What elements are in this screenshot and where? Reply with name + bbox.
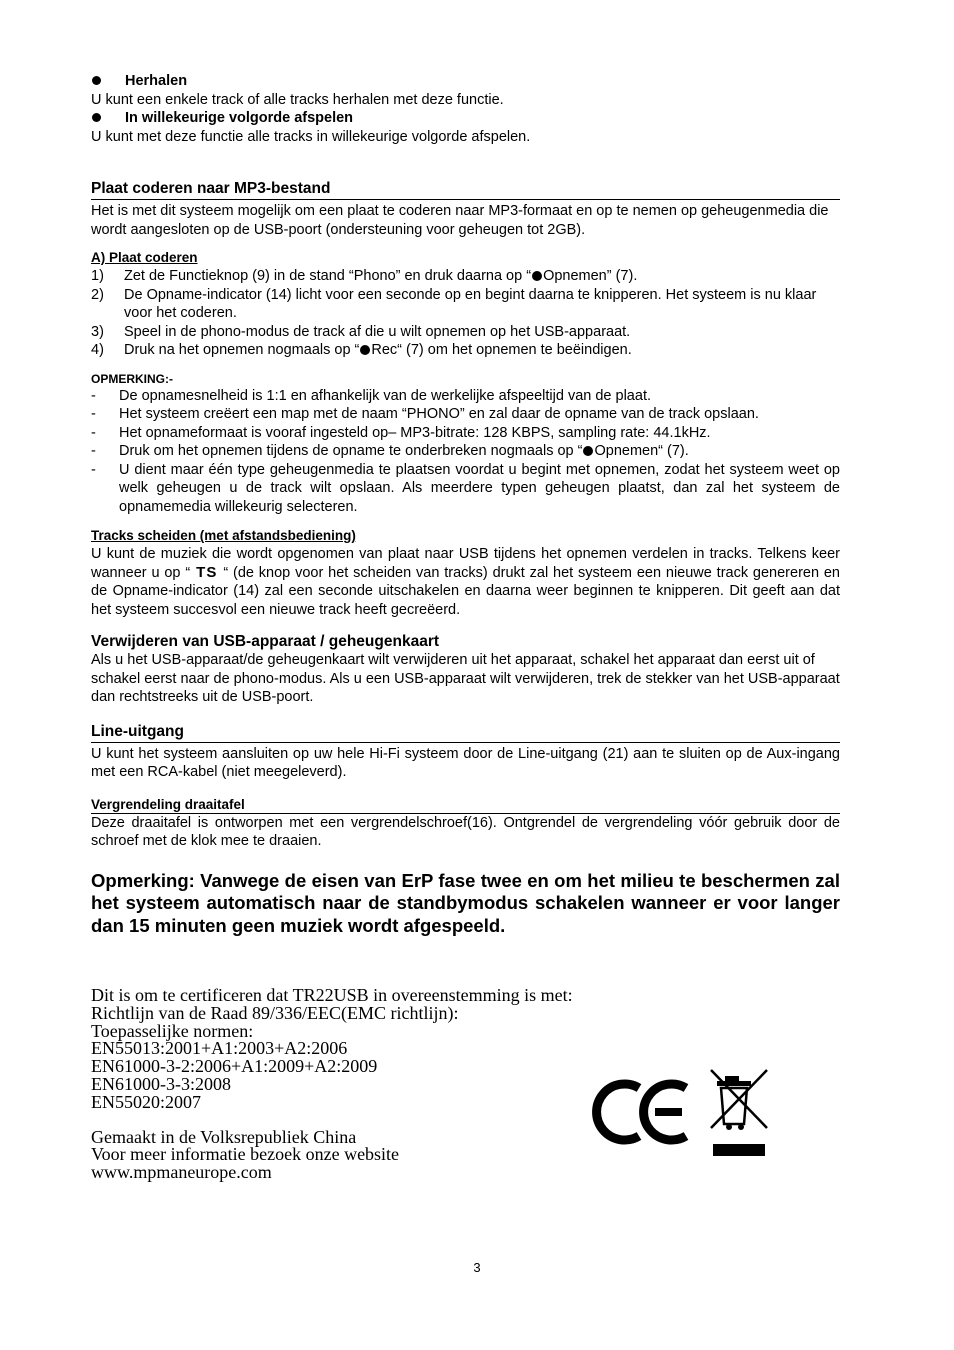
encode-steps: [91, 267, 840, 360]
cert-line: Dit is om te certificeren dat TR22USB in overeenstemming is met:: [91, 985, 573, 1005]
repeat-text: U kunt een enkele track of alle tracks herhalen met deze functie.: [91, 91, 504, 108]
note-item: [91, 424, 840, 443]
dash-marker: -: [91, 461, 96, 478]
repeat-heading: [91, 72, 840, 91]
note-text: De opnamesnelheid is 1:1 en afhankelijk van de werkelijke afspeeltijd van de plaat.: [119, 387, 651, 404]
page-number: 3: [473, 1260, 481, 1275]
note-text: U dient maar één type geheugenmedia te plaatsen voordat u begint met opnemen, zodat het systeem weet op welk geheugen u de track wilt opslaan. Als meerdere typen geheugen plaatst, dan zal het systeem de opnamemedia willekeurig selecteren.: [119, 461, 840, 515]
dash-marker: -: [91, 424, 96, 441]
track-split-button-icon: TS: [196, 563, 218, 581]
cert-line: EN61000-3-2:2006+A1:2009+A2:2009: [91, 1056, 378, 1077]
encode-notes: [91, 387, 840, 517]
shuffle-text: U kunt met deze functie alle tracks in willekeurige volgorde afspelen.: [91, 128, 531, 145]
note-item: [91, 387, 840, 406]
step-item: [91, 286, 840, 323]
shuffle-title: In willekeurige volgorde afspelen: [125, 110, 354, 126]
encode-heading: Plaat coderen naar MP3-bestand: [91, 179, 840, 200]
step-item: [91, 267, 840, 286]
usb-remove-text: Als u het USB-apparaat/de geheugenkaart wilt verwijderen uit het apparaat, schakel het apparaat dan eerst uit of schakel eerst naar de phono-modus. Als u een USB-apparaat wilt verwijderen, trek de stekker van het USB-apparaat dan rechtstreeks uit de USB-poort.: [91, 652, 840, 705]
repeat-title: Herhalen: [125, 73, 188, 89]
step-text: Speel in de phono-modus de track af die u wilt opnemen op het USB-apparaat.: [124, 323, 631, 340]
tracks-heading: Tracks scheiden (met afstandsbediening): [91, 528, 356, 543]
ce-mark-icon: [597, 1084, 686, 1140]
step-text: Druk na het opnemen nogmaals op “ Rec“ (7) om het opnemen te beëindigen.: [124, 342, 632, 358]
step-item: [91, 323, 840, 342]
cert-footer-line: Voor meer informatie bezoek onze website: [91, 1144, 400, 1165]
cert-footer-line: Gemaakt in de Volksrepubliek China: [91, 1126, 357, 1147]
step-number: 1): [91, 268, 104, 284]
step-number: 3): [91, 323, 104, 340]
lock-heading: Vergrendeling draaitafel: [91, 797, 840, 814]
usb-remove-heading: Verwijderen van USB-apparaat / geheugenkaart: [91, 633, 440, 650]
note-heading: OPMERKING:-: [91, 371, 173, 386]
dash-marker: -: [91, 406, 96, 422]
cert-line: EN61000-3-3:2008: [91, 1073, 231, 1094]
line-out-text: U kunt het systeem aansluiten op uw hele Hi-Fi systeem door de Line-uitgang (21) aan te sluiten op de Aux-ingang met een RCA-kabel (niet meegeleverd).: [91, 745, 840, 780]
bullet-icon: [92, 76, 101, 85]
cert-line: Richtlijn van de Raad 89/336/EEC(EMC richtlijn):: [91, 1002, 459, 1023]
step-text: De Opname-indicator (14) licht voor een seconde op en begint daarna te knipperen. Het systeem is nu klaar voor het coderen.: [124, 286, 817, 321]
cert-line: EN55013:2001+A1:2003+A2:2006: [91, 1038, 348, 1059]
dash-marker: -: [91, 387, 96, 404]
note-text: Druk om het opnemen tijdens de opname te onderbreken nogmaals op “ Opnemen“ (7).: [119, 443, 689, 459]
shuffle-heading: [91, 109, 840, 128]
document-page: [91, 72, 840, 1182]
step-number: 4): [91, 342, 104, 358]
compliance-logos: [592, 1066, 772, 1160]
tracks-text: U kunt de muziek die wordt opgenomen van plaat naar USB tijdens het opnemen verdelen in tracks. Telkens keer wanneer u op “ TS “ (de knop voor het scheiden van tracks) drukt zal het systeem een nieuwe track genereren en de Opname-indicator (14) zal een seconde uitschakelen en daarna weer beginnen te knipperen. Dit geeft aan dat het systeem succesvol een nieuwe track heeft gecreëerd.: [91, 546, 841, 618]
note-text: Het opnameformaat is vooraf ingesteld op– MP3-bitrate: 128 KBPS, sampling rate: 44.1kHz.: [119, 424, 711, 441]
record-dot-icon: [583, 446, 593, 456]
step-item: [91, 341, 840, 360]
bullet-icon: [92, 113, 101, 122]
line-out-heading: Line-uitgang: [91, 722, 840, 743]
weee-bin-icon: [711, 1070, 767, 1156]
record-dot-icon: [532, 271, 542, 281]
cert-line: Toepasselijke normen:: [91, 1020, 254, 1041]
cert-line: EN55020:2007: [91, 1091, 201, 1112]
cert-footer-line: www.mpmaneurope.com: [91, 1162, 272, 1183]
note-item: [91, 461, 840, 517]
record-dot-icon: [360, 345, 370, 355]
dash-marker: -: [91, 443, 96, 459]
encode-subheading: A) Plaat coderen: [91, 250, 198, 265]
note-item: [91, 405, 840, 424]
note-item: [91, 442, 840, 461]
step-text: Zet de Functieknop (9) in de stand “Phono” en druk daarna op “ Opnemen” (7).: [124, 268, 638, 284]
note-text: Het systeem creëert een map met de naam “PHONO” en zal daar de opname van de track opslaan.: [119, 406, 759, 422]
encode-intro: Het is met dit systeem mogelijk om een plaat te coderen naar MP3-formaat en op te nemen op geheugenmedia die wordt aangesloten op de USB-poort (ondersteuning voor geheugen tot 2GB).: [91, 203, 829, 238]
step-number: 2): [91, 286, 104, 303]
erp-note: Opmerking: Vanwege de eisen van ErP fase twee en om het milieu te beschermen zal het systeem automatisch naar de standbymodus schakelen wanneer er voor langer dan 15 minuten geen muziek wordt afgespeeld.: [91, 869, 840, 936]
lock-text: Deze draaitafel is ontworpen met een vergrendelschroef(16). Ontgrendel de vergrendeling vóór gebruik door de schroef met de klok mee te draaien.: [91, 814, 840, 849]
